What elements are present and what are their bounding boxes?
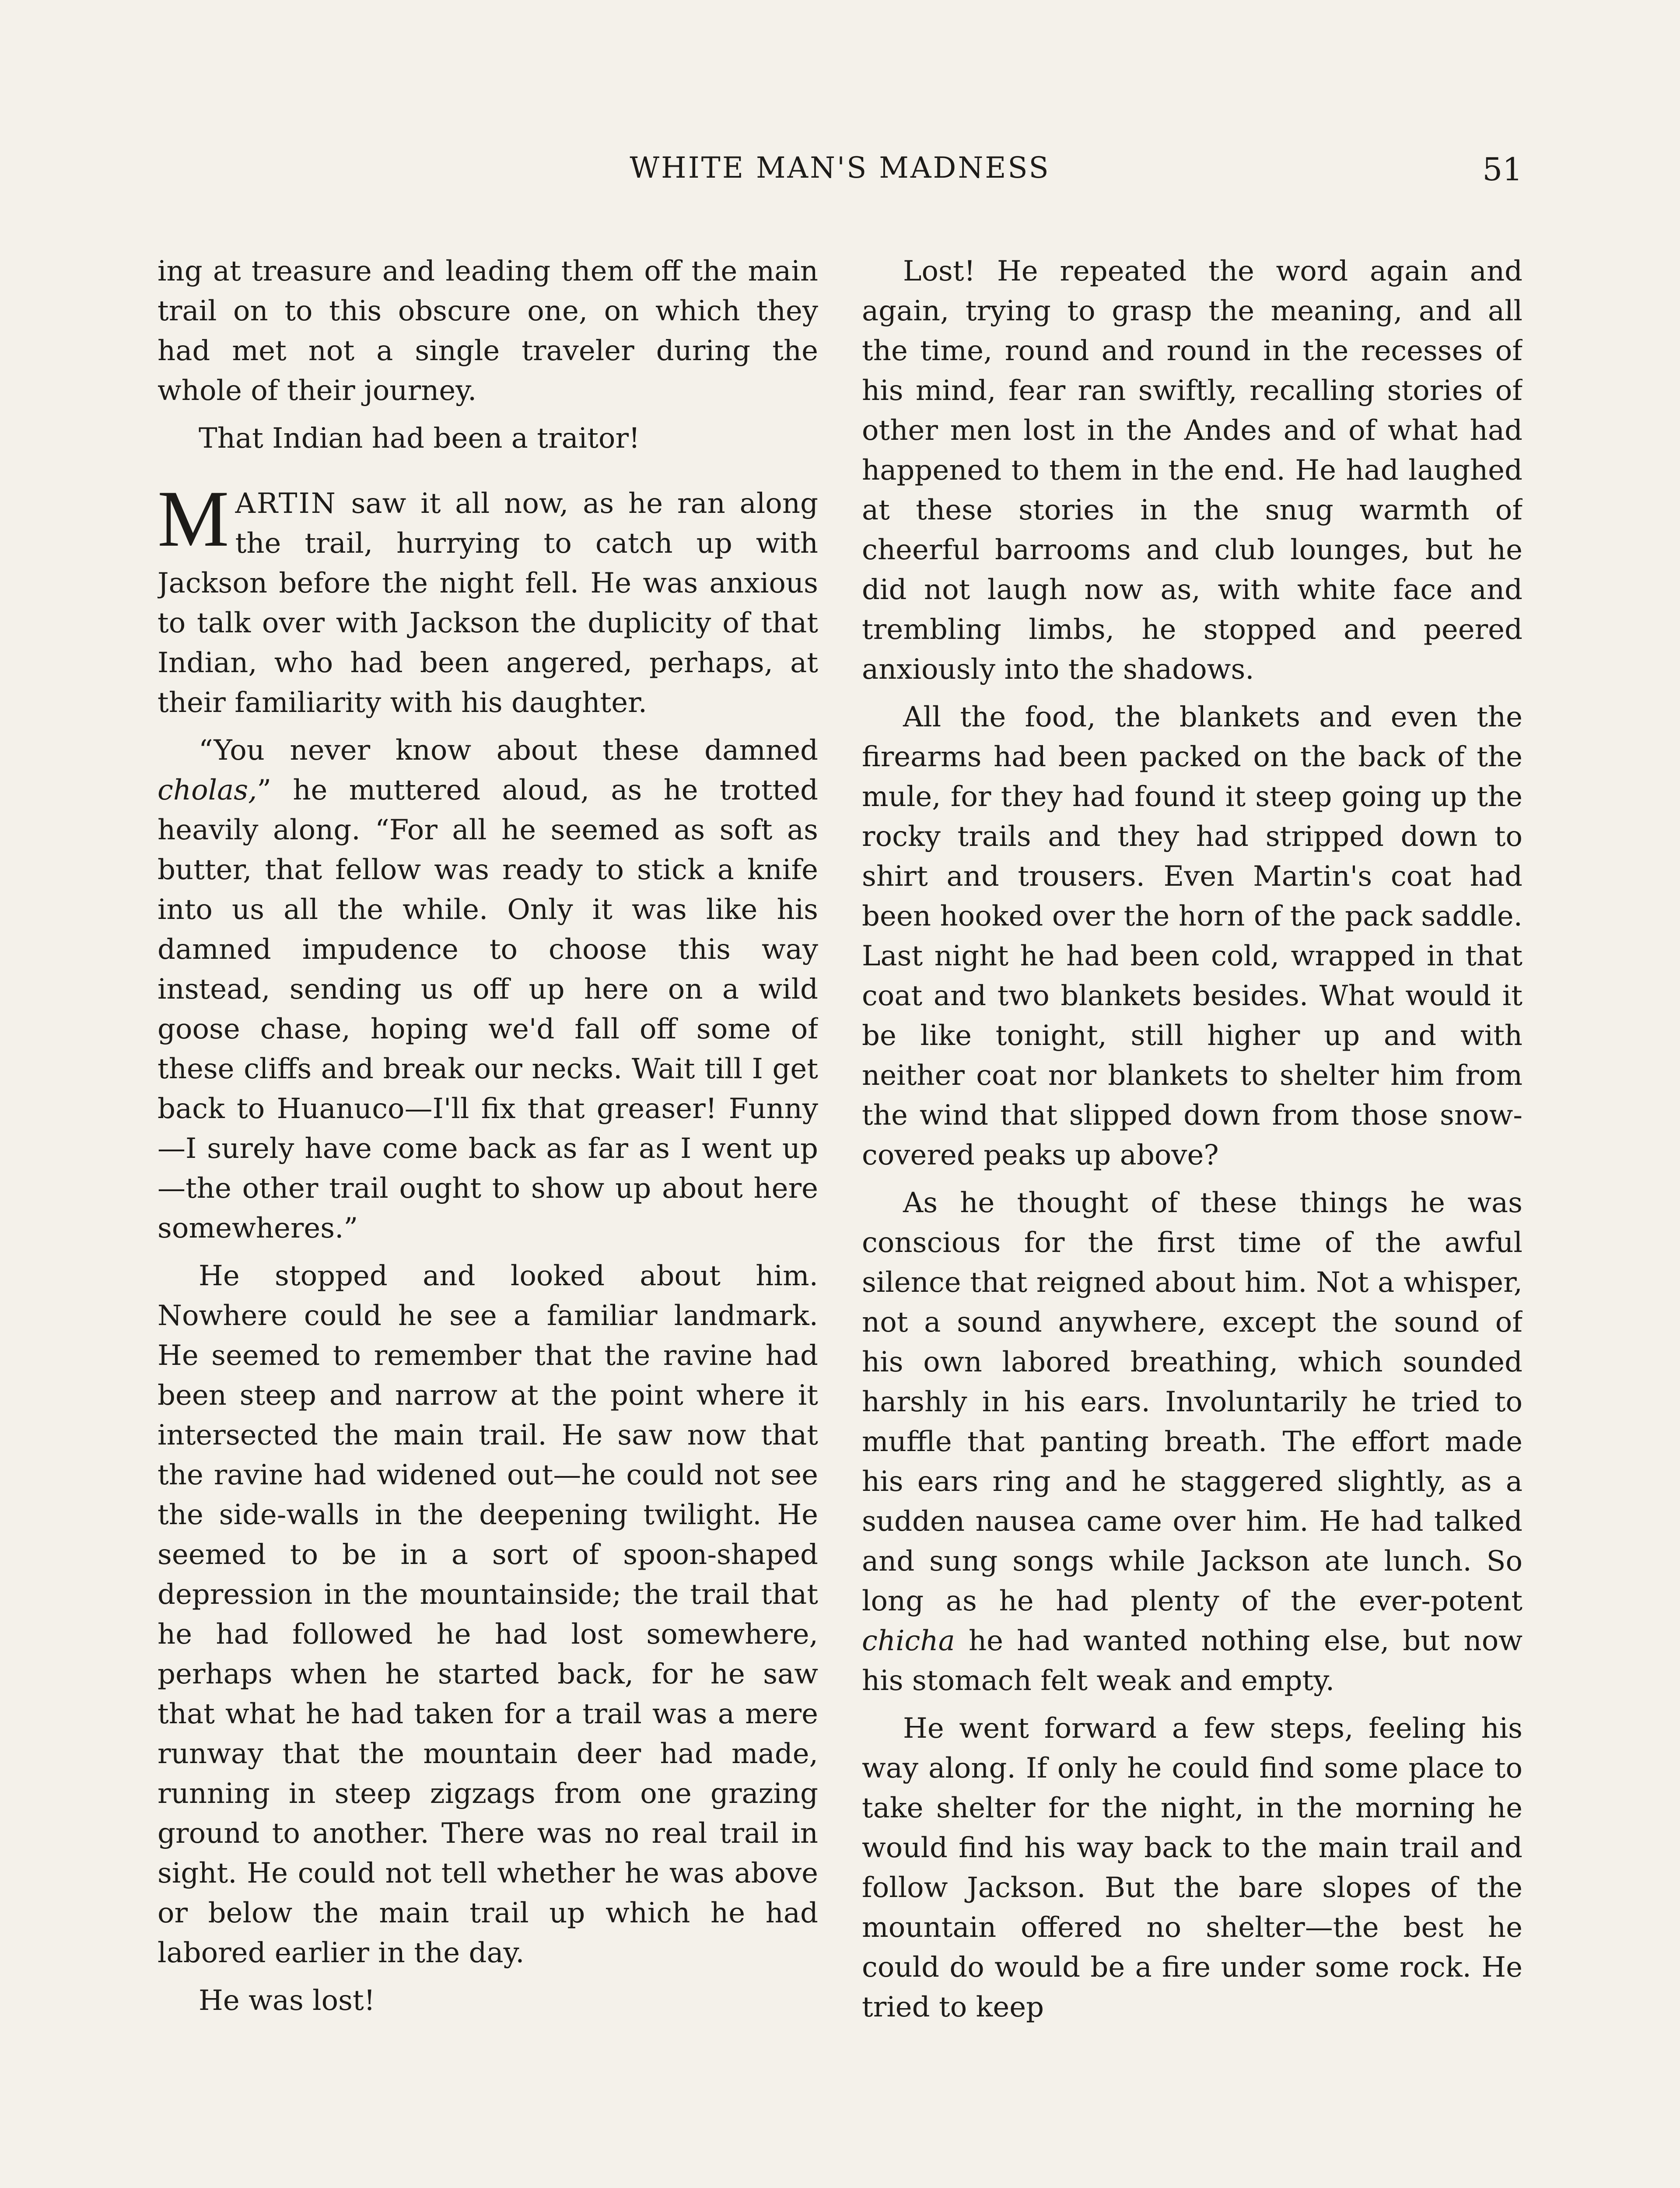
right-column xyxy=(862,252,1522,2188)
paragraph-section-start xyxy=(158,474,818,723)
paragraph: He stopped and looked about him. Nowhere could he see a familiar landmark. He seemed to remember that the ravine had been steep and narrow at the point where it intersected the main trail. He saw now that the ravine had widened out—he could not see the side-walls in the deepening twilight. He seemed to be in a sort of spoon-shaped depression in the mountainside; the trail that he had followed he had lost somewhere, perhaps when he started back, for he saw that what he had taken for a trail was a mere runway that the mountain deer had made, running in steep zigzags from one grazing ground to another. There was no real trail in sight. He could not tell whether he was above or below the main trail up which he had labored earlier in the day. xyxy=(158,1260,818,1969)
page-number: 51 xyxy=(1482,151,1522,188)
paragraph xyxy=(158,731,818,1248)
paragraph-text: he had wanted nothing else, but now his stomach felt weak and empty. xyxy=(862,1625,1522,1697)
paragraph-text: saw it all now, as he ran along the trail, hurrying to catch up with Jackson before the night fell. He was anxious to talk over with Jackson the duplicity of that Indian, who had been angered, perhaps, at their familiarity with his daughter. xyxy=(158,487,818,719)
italic-word: cholas, xyxy=(158,774,257,806)
running-title: WHITE MAN'S MADNESS xyxy=(630,151,1050,185)
paragraph: ing at treasure and leading them off the main trail on to this obscure one, on which they had met not a single traveler during the whole of their journey. xyxy=(158,255,818,407)
paragraph: That Indian had been a traitor! xyxy=(199,422,640,455)
small-caps-lead: ARTIN xyxy=(235,487,337,520)
left-column xyxy=(158,252,818,2188)
page-header xyxy=(158,151,1522,190)
text-columns xyxy=(158,252,1522,2188)
paragraph: He was lost! xyxy=(199,1985,375,2017)
paragraph-text: As he thought of these things he was conscious for the first time of the awful silence that reigned about him. Not a whisper, not a sound anywhere, except the sound of his own labored breathing, which sounded harshly in his ears. Involuntarily he tried to muffle that panting breath. The effort made his ears ring and he staggered slightly, as a sudden nausea came over him. He had talked and sung songs while Jackson ate lunch. So long as he had plenty of the ever-potent xyxy=(862,1187,1522,1617)
paragraph-text: “You never know about these damned xyxy=(199,734,818,767)
drop-cap: M xyxy=(158,474,229,563)
paragraph: All the food, the blankets and even the firearms had been packed on the back of the mule, for they had found it steep going up the rocky trails and they had stripped down to shirt and trousers. Even Martin's coat had been hooked over the horn of the pack saddle. Last night he had been cold, wrapped in that coat and two blankets besides. What would it be like tonight, still higher up and with neither coat nor blankets to shelter him from the wind that slipped down from those snow-covered peaks up above? xyxy=(862,701,1522,1171)
paragraph xyxy=(862,1183,1522,1701)
italic-word: chicha xyxy=(862,1625,955,1657)
paragraph: Lost! He repeated the word again and again, trying to grasp the meaning, and all the time, round and round in the recesses of his mind, fear ran swiftly, recalling stories of other men lost in the Andes and of what had happened to them in the end. He had laughed at these stories in the snug warmth of cheerful barrooms and club lounges, but he did not laugh now as, with white face and trembling limbs, he stopped and peered anxiously into the shadows. xyxy=(862,255,1522,686)
paragraph: He went forward a few steps, feeling his way along. If only he could find some place to take shelter for the night, in the morning he would find his way back to the main trail and follow Jackson. But the bare slopes of the mountain offered no shelter—the best he could do would be a fire under some rock. He tried to keep xyxy=(862,1712,1522,2023)
paragraph-text: ” he muttered aloud, as he trotted heavily along. “For all he seemed as soft as butter, that fellow was ready to stick a knife into us all the while. Only it was like his damned impudence to choose this way instead, sending us off up here on a wild goose chase, hoping we'd fall off some of these cliffs and break our necks. Wait till I get back to Huanuco—I'll fix that greaser! Funny—I surely have come back as far as I went up—the other trail ought to show up about here somewheres.” xyxy=(158,774,818,1245)
